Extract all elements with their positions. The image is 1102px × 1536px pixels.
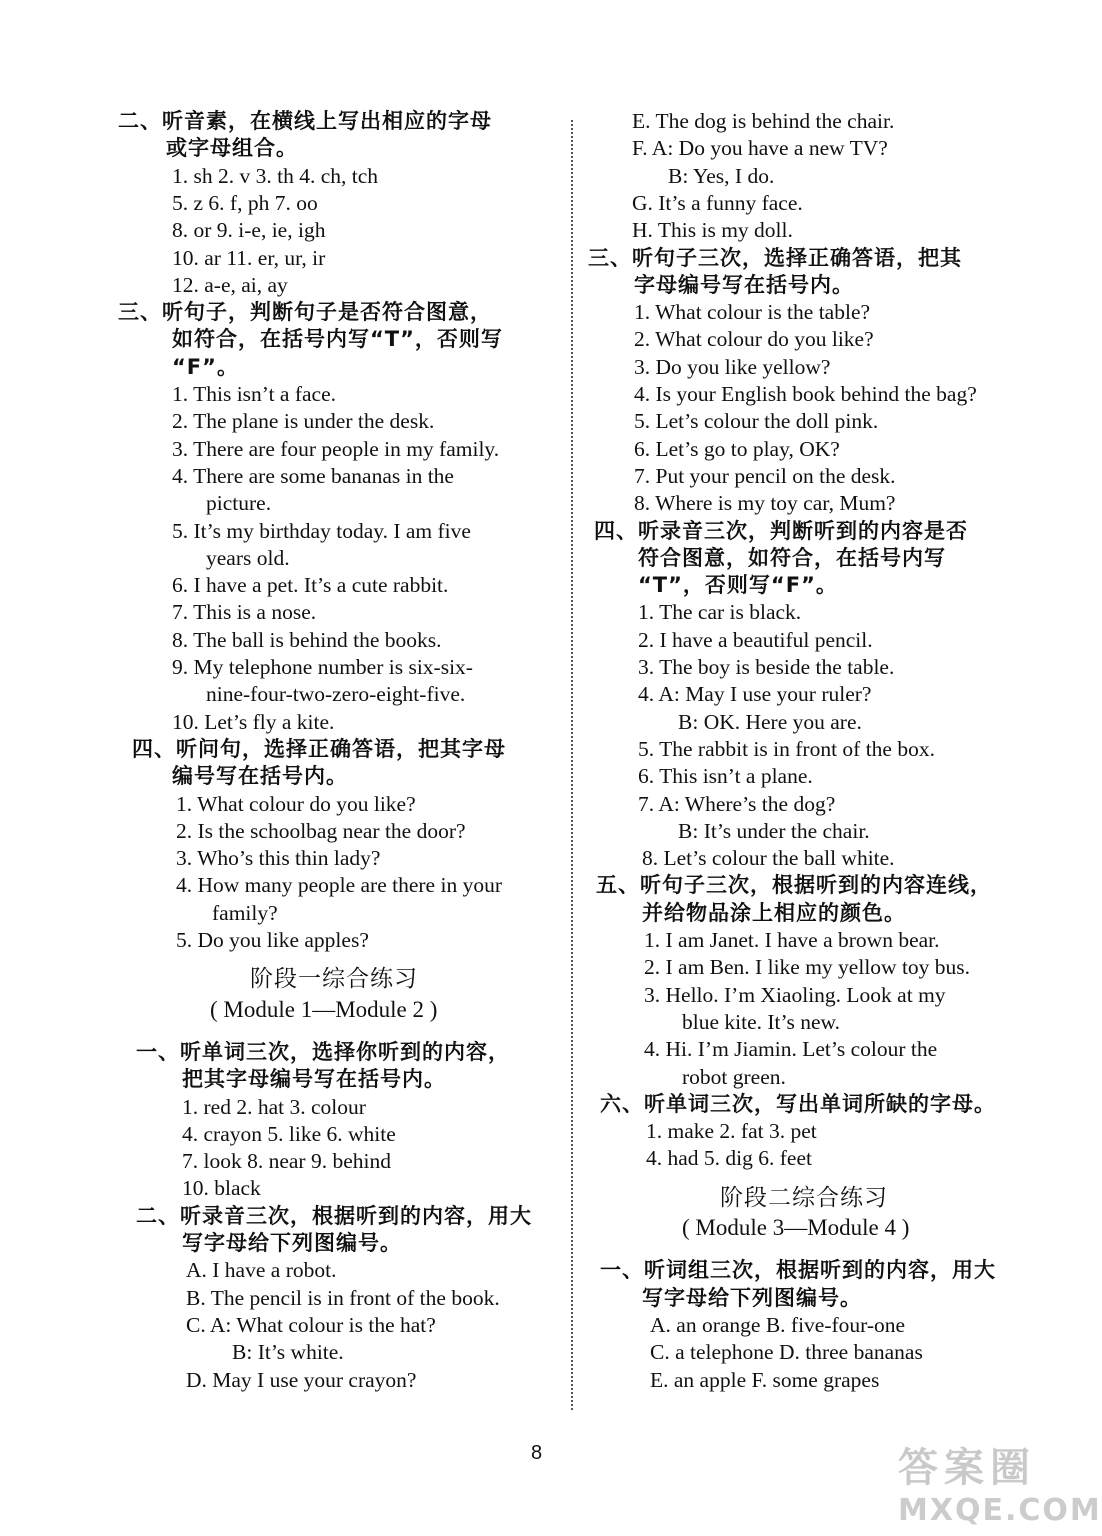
- answer-line: 5. The rabbit is in front of the box.: [638, 736, 935, 761]
- question-heading: 并给物品涂上相应的颜色。: [642, 900, 906, 925]
- answer-line: C. A: What colour is the hat?: [186, 1312, 436, 1337]
- answer-line: A. I have a robot.: [186, 1258, 337, 1283]
- question-heading: 写字母给下列图编号。: [642, 1285, 862, 1310]
- answer-line: picture.: [206, 491, 272, 516]
- answer-line: 4. Is your English book behind the bag?: [634, 382, 977, 406]
- answer-line: F. A: Do you have a new TV?: [632, 136, 888, 161]
- column-divider: [571, 120, 573, 1410]
- question-heading: 把其字母编号写在括号内。: [182, 1067, 446, 1092]
- section-subtitle: ( Module 3—Module 4 ): [682, 1215, 910, 1240]
- answer-line: B: Yes, I do.: [668, 163, 775, 188]
- answer-line: 2. What colour do you like?: [634, 327, 874, 352]
- answer-line: 3. The boy is beside the table.: [638, 655, 895, 679]
- answer-line: 2. The plane is under the desk.: [172, 409, 435, 434]
- question-heading: 如符合，在括号内写“T”，否则写: [172, 327, 503, 352]
- watermark-logo: 答案圈: [898, 1445, 1036, 1491]
- question-heading: 符合图意，如符合，在括号内写: [638, 545, 946, 570]
- answer-line: 1. make 2. fat 3. pet: [646, 1119, 817, 1144]
- answer-line: 1. red 2. hat 3. colour: [182, 1094, 366, 1119]
- answer-line: 8. or 9. i-e, ie, igh: [172, 218, 326, 243]
- answer-line: 12. a-e, ai, ay: [172, 272, 288, 297]
- question-heading: “T”，否则写“F”。: [638, 573, 838, 598]
- question-heading: 一、听单词三次，选择你听到的内容，: [136, 1039, 510, 1064]
- answer-line: B: OK. Here you are.: [678, 709, 862, 734]
- answer-line: 8. Where is my toy car, Mum?: [634, 491, 896, 516]
- answer-line: 4. There are some bananas in the: [172, 463, 454, 488]
- answer-line: 3. Do you like yellow?: [634, 354, 831, 379]
- answer-line: years old.: [206, 545, 290, 570]
- answer-line: 3. There are four people in my family.: [172, 436, 500, 461]
- question-heading: 写字母给下列图编号。: [182, 1231, 402, 1255]
- answer-line: B. The pencil is in front of the book.: [186, 1285, 500, 1310]
- answer-line: E. The dog is behind the chair.: [632, 109, 895, 133]
- answer-line: 10. ar 11. er, ur, ir: [172, 245, 326, 270]
- answer-line: 1. I am Janet. I have a brown bear.: [644, 928, 940, 952]
- answer-line: 4. Hi. I’m Jiamin. Let’s colour the: [644, 1037, 938, 1062]
- answer-line: A. an orange B. five-four-one: [650, 1312, 906, 1337]
- answer-line: 4. How many people are there in your: [176, 873, 502, 898]
- answer-line: 5. z 6. f, ph 7. oo: [172, 190, 318, 215]
- question-heading: “F”。: [172, 354, 239, 379]
- answer-line: 5. It’s my birthday today. I am five: [172, 518, 471, 543]
- answer-line: B: It’s white.: [232, 1340, 344, 1365]
- answer-line: 2. I have a beautiful pencil.: [638, 627, 873, 652]
- question-heading: 或字母组合。: [166, 136, 298, 161]
- answer-line: C. a telephone D. three bananas: [650, 1340, 923, 1365]
- answer-line: G. It’s a funny face.: [632, 190, 803, 215]
- answer-line: 4. A: May I use your ruler?: [638, 682, 872, 707]
- answer-line: nine-four-two-zero-eight-five.: [206, 682, 466, 707]
- question-heading: 六、听单词三次，写出单词所缺的字母。: [600, 1091, 996, 1116]
- answer-line: 8. Let’s colour the ball white.: [642, 846, 895, 871]
- watermark-text: MXQE.COM: [898, 1493, 1102, 1528]
- answer-line: 1. What colour do you like?: [176, 791, 416, 816]
- question-heading: 字母编号写在括号内。: [634, 272, 854, 297]
- answer-line: D. May I use your crayon?: [186, 1367, 417, 1392]
- answer-line: 6. I have a pet. It’s a cute rabbit.: [172, 573, 449, 598]
- answer-line: 7. look 8. near 9. behind: [182, 1149, 391, 1174]
- answer-line: 3. Hello. I’m Xiaoling. Look at my: [644, 982, 946, 1007]
- answer-line: 10. black: [182, 1176, 261, 1201]
- question-heading: 五、听句子三次，根据听到的内容连线，: [596, 873, 992, 898]
- answer-line: family?: [212, 900, 278, 925]
- question-heading: 二、听音素，在横线上写出相应的字母: [118, 109, 492, 133]
- section-title: 阶段二综合练习: [720, 1184, 888, 1211]
- question-heading: 一、听词组三次，根据听到的内容，用大: [600, 1258, 996, 1283]
- question-heading: 三、听句子三次，选择正确答语，把其: [588, 245, 962, 270]
- answer-line: 2. Is the schoolbag near the door?: [176, 818, 466, 843]
- question-heading: 三、听句子，判断句子是否符合图意，: [118, 300, 492, 325]
- answer-line: 10. Let’s fly a kite.: [172, 709, 335, 734]
- answer-line: 3. Who’s this thin lady?: [176, 846, 381, 871]
- section-subtitle: ( Module 1—Module 2 ): [210, 996, 438, 1022]
- answer-line: 2. I am Ben. I like my yellow toy bus.: [644, 955, 971, 980]
- answer-line: 9. My telephone number is six-six-: [172, 655, 473, 679]
- answer-line: 5. Let’s colour the doll pink.: [634, 409, 879, 434]
- answer-line: 7. A: Where’s the dog?: [638, 791, 836, 816]
- answer-line: E. an apple F. some grapes: [650, 1367, 880, 1392]
- answer-line: 7. Put your pencil on the desk.: [634, 463, 896, 488]
- answer-line: H. This is my doll.: [632, 218, 793, 243]
- answer-line: 4. crayon 5. like 6. white: [182, 1121, 396, 1146]
- question-heading: 四、听录音三次，判断听到的内容是否: [594, 518, 968, 543]
- answer-line: 1. The car is black.: [638, 600, 802, 625]
- answer-line: 1. sh 2. v 3. th 4. ch, tch: [172, 163, 379, 188]
- answer-line: 6. This isn’t a plane.: [638, 764, 813, 789]
- answer-line: 4. had 5. dig 6. feet: [646, 1146, 812, 1171]
- answer-line: 1. This isn’t a face.: [172, 382, 337, 406]
- answer-line: B: It’s under the chair.: [678, 818, 870, 843]
- answer-line: 6. Let’s go to play, OK?: [634, 436, 840, 461]
- answer-line: 1. What colour is the table?: [634, 300, 871, 325]
- answer-line: 5. Do you like apples?: [176, 928, 369, 952]
- answer-line: robot green.: [682, 1064, 786, 1089]
- question-heading: 二、听录音三次，根据听到的内容，用大: [136, 1203, 532, 1228]
- question-heading: 编号写在括号内。: [172, 764, 348, 789]
- question-heading: 四、听问句，选择正确答语，把其字母: [132, 736, 506, 761]
- page-number: 8: [530, 1442, 543, 1464]
- answer-line: 7. This is a nose.: [172, 600, 317, 625]
- section-title: 阶段一综合练习: [250, 966, 418, 993]
- answer-line: 8. The ball is behind the books.: [172, 627, 442, 652]
- answer-line: blue kite. It’s new.: [682, 1009, 841, 1034]
